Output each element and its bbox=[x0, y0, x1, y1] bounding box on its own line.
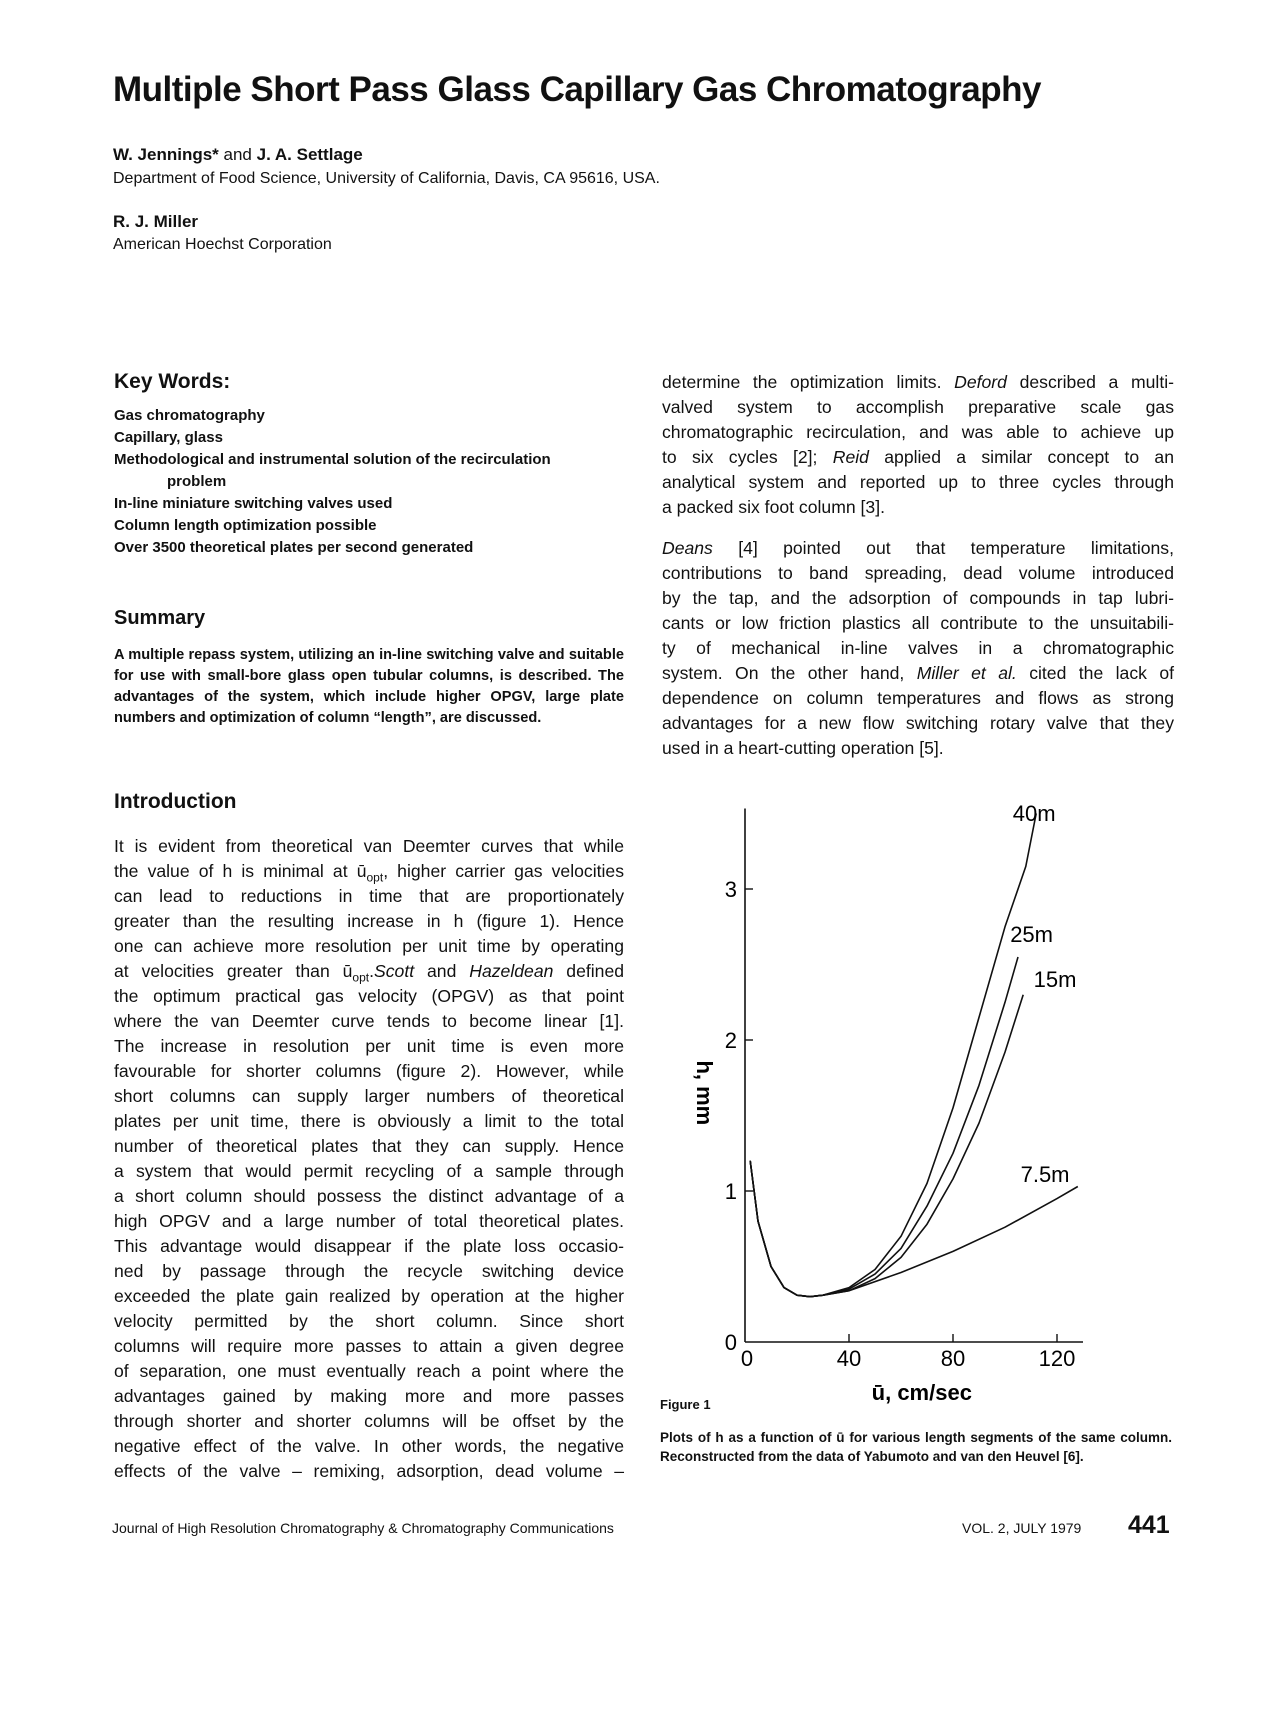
text-line: This advantage would disappear if the plate loss occasio- bbox=[114, 1236, 624, 1256]
text-line: cants or low friction plastics all contribute to the unsuitabili- bbox=[662, 613, 1174, 633]
text-line: Deans [4] pointed out that temperature limitations, bbox=[662, 538, 1174, 558]
keyword-item: Over 3500 theoretical plates per second generated bbox=[114, 539, 474, 556]
summary-heading: Summary bbox=[114, 607, 206, 629]
text-line: the optimum practical gas velocity (OPGV) as that point bbox=[114, 986, 624, 1006]
introduction-heading: Introduction bbox=[114, 790, 237, 813]
series-label-15m: 15m bbox=[1033, 967, 1077, 993]
text-line: used in a heart-cutting operation [5]. bbox=[662, 738, 944, 758]
text-line: dependence on column temperatures and flows as strong bbox=[662, 688, 1174, 708]
keyword-item: Methodological and instrumental solution of the recirculation bbox=[114, 451, 551, 468]
text-line: a packed six foot column [3]. bbox=[662, 497, 885, 517]
y-tick-label: 2 bbox=[724, 1028, 737, 1053]
chart-ticks bbox=[725, 877, 1076, 1371]
text-line: The increase in resolution per unit time is even more bbox=[114, 1036, 624, 1056]
keyword-item: Capillary, glass bbox=[114, 429, 223, 446]
text-line: plates per unit time, there is obviously a limit to the total bbox=[114, 1111, 624, 1131]
text-line: chromatographic recirculation, and was able to achieve up bbox=[662, 422, 1174, 442]
keywords-heading: Key Words: bbox=[114, 370, 231, 393]
author-and: and bbox=[218, 145, 257, 164]
text-line: analytical system and reported up to three cycles through bbox=[662, 472, 1174, 492]
text-line: advantages for a new flow switching rotary valve that they bbox=[662, 713, 1174, 733]
text-line: the value of h is minimal at $ū_{opt}$, higher carrier gas velocities bbox=[114, 861, 624, 885]
y-axis-label: h, mm bbox=[692, 1060, 717, 1126]
text-line: favourable for shorter columns (figure 2). However, while bbox=[114, 1061, 624, 1081]
text-line: greater than the resulting increase in h (figure 1). Hence bbox=[114, 911, 624, 931]
text-line: at velocities greater than $ū_{opt}.Scott$ and Hazeldean defined bbox=[114, 961, 625, 985]
text-line: can lead to reductions in time that are proportionately bbox=[114, 886, 624, 906]
x-axis-label: ū, cm/sec bbox=[871, 1380, 972, 1405]
series-line-15m bbox=[750, 995, 1023, 1297]
text-line: a short column should possess the distinct advantage of a bbox=[114, 1186, 624, 1206]
text-line: velocity permitted by the short column. Since short bbox=[114, 1311, 624, 1331]
chart-series bbox=[750, 814, 1078, 1297]
y-tick-label: 3 bbox=[724, 877, 737, 902]
text-line: determine the optimization limits. Deford described a multi- bbox=[662, 372, 1174, 392]
figure-label: Figure 1 bbox=[660, 1397, 711, 1412]
series-label-40m: 40m bbox=[1012, 801, 1056, 827]
author-miller: R. J. Miller bbox=[113, 212, 199, 231]
figure-caption: Plots of h as a function of ū for various length segments of the same column. Reconstructed from the data of Yabumoto and van den Heuvel [6]. bbox=[660, 1430, 1172, 1464]
x-tick-label: 0 bbox=[740, 1346, 754, 1371]
x-tick-label: 40 bbox=[836, 1346, 862, 1371]
text-line: columns will require more passes to attain a given degree bbox=[114, 1336, 624, 1356]
text-line: one can achieve more resolution per unit time by operating bbox=[114, 936, 624, 956]
text-line: exceeded the plate gain realized by operation at the higher bbox=[114, 1286, 624, 1306]
text-line: advantages gained by making more and more passes bbox=[114, 1386, 624, 1406]
keywords-list bbox=[114, 405, 634, 559]
keyword-item: problem bbox=[167, 473, 227, 490]
text-line: short columns can supply larger numbers of theoretical bbox=[114, 1086, 624, 1106]
x-tick-label: 120 bbox=[1038, 1346, 1076, 1371]
x-tick-label: 80 bbox=[940, 1346, 966, 1371]
chart-axes bbox=[745, 809, 1083, 1343]
text-line: system. On the other hand, Miller et al. cited the lack of bbox=[662, 663, 1174, 683]
text-line: ned by passage through the recycle switching device bbox=[114, 1261, 624, 1281]
right-column-paragraph-1 bbox=[662, 370, 1174, 520]
text-line: where the van Deemter curve tends to become linear [1]. bbox=[114, 1011, 624, 1031]
text-line: by the tap, and the adsorption of compounds in tap lubri- bbox=[662, 588, 1174, 608]
summary-text: A multiple repass system, utilizing an in-line switching valve and suitable for use with small-bore glass open tubular columns, is described. The advantages of the system, which include higher OPGV, large plate numbers and optimization of column “length”, are discussed. bbox=[114, 647, 624, 726]
y-tick-label: 0 bbox=[724, 1330, 737, 1355]
text-line: negative effect of the valve. In other words, the negative bbox=[114, 1436, 624, 1456]
series-label-7.5m: 7.5m bbox=[1020, 1161, 1070, 1187]
affiliation-1: Department of Food Science, University of California, Davis, CA 95616, USA. bbox=[113, 170, 660, 187]
text-line: contributions to band spreading, dead volume introduced bbox=[662, 563, 1174, 583]
author-line-1 bbox=[113, 145, 363, 165]
text-line: effects of the valve – remixing, adsorption, dead volume – bbox=[114, 1461, 624, 1481]
footer-volume: VOL. 2, JULY 1979 bbox=[962, 1520, 1082, 1536]
text-line: of separation, one must eventually reach a point where the bbox=[114, 1361, 624, 1381]
author-jennings: W. Jennings* bbox=[113, 145, 219, 164]
text-line: high OPGV and a large number of total theoretical plates. bbox=[114, 1211, 624, 1231]
keyword-item: In-line miniature switching valves used bbox=[114, 495, 393, 512]
affiliation-2: American Hoechst Corporation bbox=[113, 236, 332, 253]
series-line-40m bbox=[750, 814, 1036, 1297]
series-label-25m: 25m bbox=[1010, 921, 1053, 947]
text-line: It is evident from theoretical van Deemter curves that while bbox=[114, 836, 624, 856]
introduction-text bbox=[114, 834, 624, 1484]
text-line: ty of mechanical in-line valves in a chromatographic bbox=[662, 638, 1174, 658]
right-column-paragraph-2 bbox=[662, 536, 1174, 761]
page-number: 441 bbox=[1128, 1511, 1170, 1539]
keyword-item: Gas chromatography bbox=[114, 407, 265, 424]
text-line: number of theoretical plates that they can supply. Hence bbox=[114, 1136, 624, 1156]
footer-journal: Journal of High Resolution Chromatography & Chromatography Communications bbox=[112, 1520, 614, 1536]
paper-title: Multiple Short Pass Glass Capillary Gas Chromatography bbox=[113, 70, 1041, 109]
y-tick-label: 1 bbox=[724, 1179, 737, 1204]
text-line: valved system to accomplish preparative scale gas bbox=[662, 397, 1174, 417]
text-line: a system that would permit recycling of a sample through bbox=[114, 1161, 624, 1181]
text-line: to six cycles [2]; Reid applied a similar concept to an bbox=[662, 447, 1175, 467]
text-line: through shorter and shorter columns will be offset by the bbox=[114, 1411, 624, 1431]
chart-labels bbox=[692, 801, 1076, 1405]
author-settlage: J. A. Settlage bbox=[256, 145, 363, 164]
keyword-item: Column length optimization possible bbox=[114, 517, 377, 534]
